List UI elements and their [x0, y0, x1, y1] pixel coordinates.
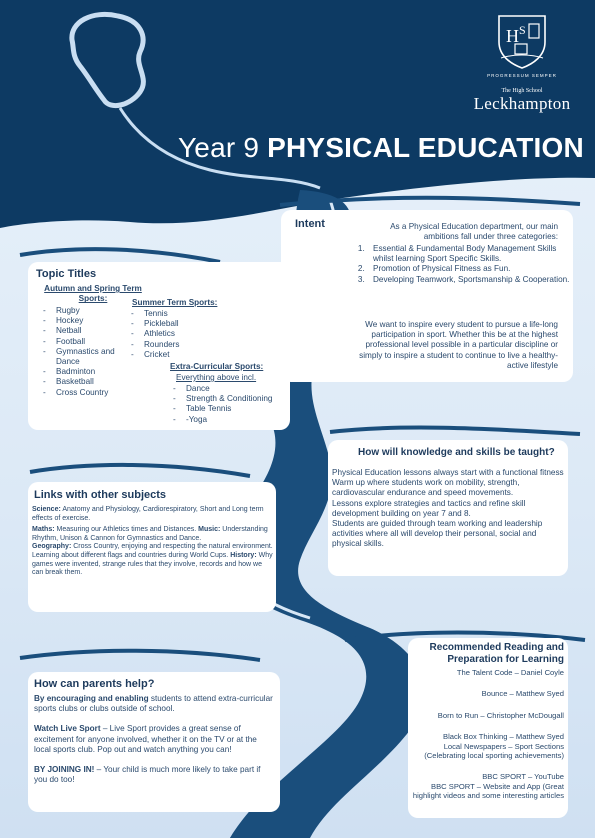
history-text: Why games were invented, strange rules that they involve, records and how we can break them. [32, 551, 273, 577]
list-item: - Rugby [40, 306, 140, 316]
parents-p1-text: students to attend extra-curricular sports clubs or clubs outside of school. [34, 694, 273, 714]
list-item: Local Newspapers – Sport Sections (Celebrating local sporting achievements) [424, 741, 564, 761]
list-item: - Tennis [128, 309, 218, 319]
school-name: Leckhampton [473, 94, 571, 113]
taught-paragraph: Physical Education lessons always start with a functional fitness Warm up where students work on mobility, strength, cardiovascular endurance and speed movements. [332, 468, 564, 498]
geography-text: Cross Country, enjoying and respecting the natural environment. Learning about different flags and countries during World Cups. [32, 543, 273, 559]
list-item: - Cross Country [40, 388, 140, 398]
page-title-year: Year 9 [178, 132, 260, 163]
list-item: 1. Essential & Fundamental Body Management Skills whilst learning Sport Specific Skills. [367, 244, 572, 264]
maths-label: Maths: [32, 526, 55, 534]
parents-body [34, 694, 274, 785]
autumn-heading: Autumn and Spring Term Sports: [44, 284, 142, 304]
list-item: - -Yoga [170, 415, 288, 425]
list-item: BBC SPORT – YouTube [482, 772, 564, 782]
parents-p1 [34, 694, 274, 714]
extra-list [170, 384, 288, 425]
intent-heading: Intent [295, 218, 325, 230]
list-item: - Pickleball [128, 319, 218, 329]
links-heading: Links with other subjects [34, 489, 167, 501]
science-label: Science: [32, 506, 61, 513]
intent-box [281, 210, 573, 382]
intent-closing: We want to inspire every student to pursue a life-long participation in sport. Whether this be at the highest professional level possible in a particular discipline or simply to inspire a student to continue to live a healthy-active lifestyle [359, 320, 558, 370]
parents-p3-text: – Your child is much more likely to take part if you do too! [34, 765, 261, 785]
links-science [32, 506, 274, 523]
taught-body [332, 468, 566, 550]
parents-p3 [34, 765, 274, 785]
list-item: - Hockey [40, 316, 140, 326]
list-item: - Gymnastics and Dance [40, 347, 140, 367]
page-title-subject: PHYSICAL EDUCATION [267, 132, 584, 163]
taught-paragraph: Students are guided through team working and leadership activities where all will develop their personal, social and physical skills. [332, 519, 543, 549]
reading-list [408, 668, 564, 801]
taught-heading: How will knowledge and skills be taught? [358, 447, 555, 458]
science-text: Anatomy and Physiology, Cardiorespiratory, Short and Long term effects of exercise. [32, 506, 264, 522]
taught-box [328, 440, 568, 576]
list-item: Born to Run – Christopher McDougall [437, 710, 564, 720]
maths-text: Measuring our Athletics times and Distances. [54, 526, 199, 534]
links-body [32, 506, 274, 578]
swoosh-left-2 [30, 465, 250, 476]
parents-p1-bold: By encouraging and enabling [34, 694, 149, 703]
parents-p2-text: – Live Sport provides a great sense of excitement for anyone involved, whether it on the TV or at the local sports club. Pop out and watch anything you can! [34, 724, 257, 754]
swoosh-right-1 [330, 428, 580, 434]
school-crest-icon [493, 12, 551, 70]
list-item: - Basketball [40, 377, 140, 387]
page-title [178, 132, 584, 164]
parents-p2-bold: Watch Live Sport [34, 724, 101, 734]
list-item: - Athletics [128, 329, 218, 339]
list-item: - Rounders [128, 340, 218, 350]
list-item: Bounce – Matthew Syed [481, 689, 564, 699]
list-item: 3. Developing Teamwork, Sportsmanship & Cooperation. [367, 275, 572, 285]
list-item: - Strength & Conditioning [170, 394, 288, 404]
parents-p3-bold: BY JOINING IN! [34, 765, 95, 775]
links-geography-history [32, 543, 274, 577]
intent-intro: As a Physical Education department, our main ambitions fall under three categories: [390, 222, 558, 242]
list-item: 2. Promotion of Physical Fitness as Fun. [367, 264, 572, 274]
extra-subheading: Everything above incl. [176, 373, 257, 382]
parents-p2 [34, 724, 274, 755]
extra-heading: Extra-Curricular Sports: [170, 362, 264, 371]
reading-heading: Recommended Reading and Preparation for Learning [429, 642, 564, 665]
intent-list [353, 244, 572, 285]
swoosh-left-1 [20, 249, 220, 262]
school-motto: PROGRESSUM SEMPER [487, 73, 557, 78]
svg-text:H: H [506, 26, 519, 46]
reading-box [408, 638, 568, 818]
list-item: - Badminton [40, 367, 140, 377]
topic-titles-box [28, 262, 290, 430]
school-name-small: The High School [501, 88, 543, 94]
history-label: History: [230, 551, 257, 559]
list-item: - Netball [40, 326, 140, 336]
list-item: Black Box Thinking – Matthew Syed [443, 732, 564, 742]
geography-label: Geography: [32, 543, 72, 551]
music-text: Understanding Rhythm, Unison & Cannon for Gymnastics and Dance. [32, 526, 268, 542]
parents-heading: How can parents help? [34, 678, 155, 690]
summer-list [128, 309, 218, 360]
list-item: - Table Tennis [170, 404, 288, 414]
list-item: - Cricket [128, 350, 218, 360]
links-box [28, 482, 276, 612]
autumn-list [40, 306, 140, 398]
parents-box [28, 672, 280, 812]
school-logo [466, 12, 578, 114]
summer-heading: Summer Term Sports: [132, 298, 218, 307]
topic-titles-heading: Topic Titles [36, 268, 97, 280]
taught-paragraph: Lessons explore strategies and tactics and refine skill development building on year 7 and 8. [332, 498, 526, 518]
list-item: - Dance [170, 384, 288, 394]
swoosh-left-3 [20, 651, 260, 660]
list-item: BBC SPORT – Website and App (Great highlight videos and some interesting articles [412, 781, 564, 801]
list-item: - Football [40, 337, 140, 347]
links-maths-music [32, 526, 274, 543]
svg-text:S: S [519, 23, 526, 37]
music-label: Music: [198, 526, 221, 534]
list-item: The Talent Code – Daniel Coyle [456, 668, 564, 677]
